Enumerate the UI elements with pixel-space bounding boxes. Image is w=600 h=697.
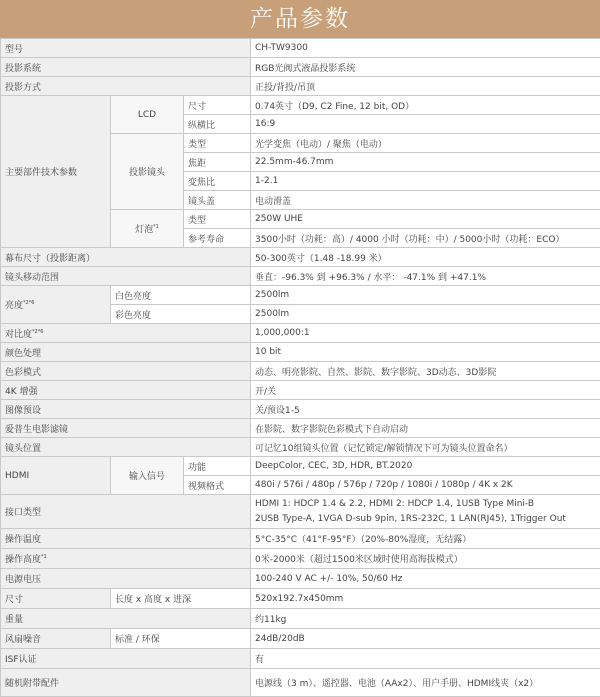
row-value: 动态、明亮影院、自然、影院、数字影院、3D动态、3D影院: [251, 362, 600, 381]
hdmi-label: HDMI: [1, 457, 111, 495]
row-label: 接口类型: [1, 495, 251, 529]
brightness-label: 亮度$^{*2*6}$: [1, 286, 111, 324]
row-value: 在影院、数字影院色彩模式下自动启动: [251, 419, 600, 438]
sub-label: 纵横比: [184, 115, 251, 134]
table-row: [1, 400, 600, 419]
table-row: [1, 267, 600, 286]
table-row: [1, 495, 600, 529]
sub-label: 类型: [184, 210, 251, 229]
row-value: 1-2.1: [251, 172, 600, 191]
row-label: 镜头位置: [1, 438, 251, 457]
sub-label: 镜头盖: [184, 191, 251, 210]
row-value: 5°C-35°C（41°F-95°F）（20%-80%湿度，无结露）: [251, 529, 600, 549]
table-row: [1, 549, 600, 569]
row-label: 操作温度: [1, 529, 251, 549]
sub-label: 白色亮度: [111, 286, 251, 305]
row-value: 有: [251, 649, 600, 669]
row-value: 1,000,000:1: [251, 324, 600, 343]
table-row: [1, 77, 600, 96]
row-value: 24dB/20dB: [251, 629, 600, 649]
main-parts-label: 主要部件技术参数: [1, 96, 111, 248]
row-value: 电动滑盖: [251, 191, 600, 210]
row-label: 镜头移动范围: [1, 267, 251, 286]
row-label: 色彩模式: [1, 362, 251, 381]
ports-line-2: 2USB Type-A, 1VGA D-sub 9pin, 1RS-232C, 1 LAN(RJ45), 1Trigger Out: [255, 513, 566, 524]
row-label: 重量: [1, 609, 251, 629]
row-value: 22.5mm-46.7mm: [251, 153, 600, 172]
row-value: 16:9: [251, 115, 600, 134]
table-row: [1, 589, 600, 609]
row-value: 关/预设1-5: [251, 400, 600, 419]
row-value: 100-240 V AC +/- 10%, 50/60 Hz: [251, 569, 600, 589]
sub-label: 变焦比: [184, 172, 251, 191]
page-title: 产品参数: [0, 0, 600, 38]
table-row: [1, 529, 600, 549]
sub-label: 长度 x 高度 x 进深: [111, 589, 251, 609]
row-value: 480i / 576i / 480p / 576p / 720p / 1080i / 1080p / 4K x 2K: [251, 476, 600, 495]
row-label: 风扇噪音: [1, 629, 111, 649]
table-row: [1, 381, 600, 400]
lens-label: 投影镜头: [111, 134, 184, 210]
row-value: 开/关: [251, 381, 600, 400]
row-value: 0.74英寸（D9, C2 Fine, 12 bit, OD）: [251, 96, 600, 115]
table-row: [1, 324, 600, 343]
row-label: 尺寸: [1, 589, 111, 609]
row-value: 2500lm: [251, 305, 600, 324]
row-label: 随机附带配件: [1, 669, 251, 697]
table-row: [1, 343, 600, 362]
table-row: [1, 286, 600, 305]
table-row: [1, 419, 600, 438]
row-value: 2500lm: [251, 286, 600, 305]
sub-label: 参考寿命: [184, 229, 251, 248]
spec-table: [0, 38, 600, 697]
table-row: [1, 438, 600, 457]
sub-label: 类型: [184, 134, 251, 153]
table-row: [1, 609, 600, 629]
row-label: ISF认证: [1, 649, 251, 669]
table-row: [1, 569, 600, 589]
table-row: [1, 248, 600, 267]
row-value: 正投/背投/吊顶: [251, 77, 600, 96]
row-value: RGB光阀式液晶投影系统: [251, 58, 600, 77]
lcd-label: LCD: [111, 96, 184, 134]
table-row: [1, 362, 600, 381]
table-row: [1, 457, 600, 476]
row-label: 投影系统: [1, 58, 251, 77]
row-value: 250W UHE: [251, 210, 600, 229]
table-row: [1, 669, 600, 697]
ports-line-1: HDMI 1: HDCP 1.4 & 2.2, HDMI 2: HDCP 1.4, 1USB Type Mini-B: [255, 498, 535, 509]
row-label: 爱普生电影滤镜: [1, 419, 251, 438]
row-label: 型号: [1, 39, 251, 58]
row-value: 520x192.7x450mm: [251, 589, 600, 609]
sub-label: 彩色亮度: [111, 305, 251, 324]
row-value: DeepColor, CEC, 3D, HDR, BT.2020: [251, 457, 600, 476]
row-value: 光学变焦（电动）/ 聚焦（电动）: [251, 134, 600, 153]
contrast-label: 对比度$^{*2*6}$: [1, 324, 251, 343]
row-label: 颜色处理: [1, 343, 251, 362]
sub-label: 视频格式: [184, 476, 251, 495]
row-value: 约11kg: [251, 609, 600, 629]
row-label: 图像预设: [1, 400, 251, 419]
row-value: 0米-2000米（超过1500米区域时使用高海拔模式）: [251, 549, 600, 569]
row-value: 10 bit: [251, 343, 600, 362]
sub-label: 标准 / 环保: [111, 629, 251, 649]
row-value: 电源线（3 m）、遥控器、电池（AAx2）、用户手册、HDMI线夹（x2）: [251, 669, 600, 697]
row-value: 可记忆10组镜头位置（记忆锁定/解锁情况下可为镜头位置命名）: [251, 438, 600, 457]
table-row: [1, 58, 600, 77]
row-label: 投影方式: [1, 77, 251, 96]
op-alt-label: 操作高度$^{*1}$: [1, 549, 251, 569]
input-signal-label: 输入信号: [111, 457, 184, 495]
table-row: [1, 39, 600, 58]
row-value: 50-300英寸（1.48 -18.99 米）: [251, 248, 600, 267]
row-label: 幕布尺寸（投影距离）: [1, 248, 251, 267]
row-label: 电源电压: [1, 569, 251, 589]
table-row: [1, 649, 600, 669]
table-row: [1, 629, 600, 649]
lamp-label: 灯泡$^{*1}$: [111, 210, 184, 248]
sub-label: 功能: [184, 457, 251, 476]
sub-label: 尺寸: [184, 96, 251, 115]
row-value: CH-TW9300: [251, 39, 600, 58]
row-value: 3500小时（功耗：高）/ 4000 小时（功耗：中）/ 5000小时（功耗：ECO）: [251, 229, 600, 248]
table-row: [1, 96, 600, 115]
sub-label: 焦距: [184, 153, 251, 172]
ports-value: [251, 495, 600, 529]
row-value: 垂直：-96.3% 到 +96.3% / 水平： -47.1% 到 +47.1%: [251, 267, 600, 286]
row-label: 4K 增强: [1, 381, 251, 400]
